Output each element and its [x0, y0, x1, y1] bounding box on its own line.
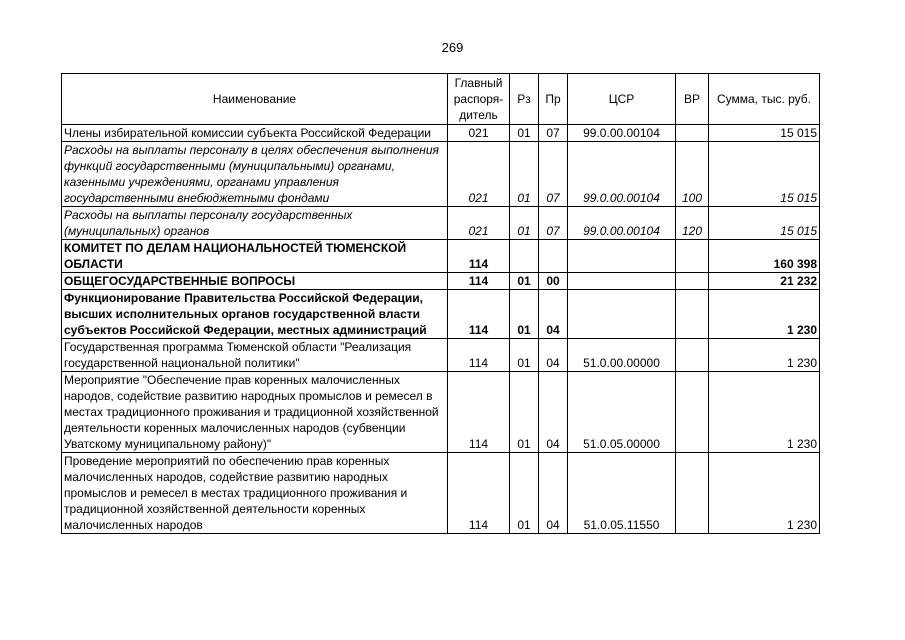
row-main-manager: 021 [448, 142, 510, 207]
row-main-manager: 021 [448, 125, 510, 142]
row-subsection: 07 [539, 207, 568, 240]
row-expense-type [676, 240, 709, 273]
header-subsection: Пр [539, 74, 568, 125]
row-expense-type [676, 453, 709, 534]
row-main-manager: 114 [448, 240, 510, 273]
row-subsection: 04 [539, 453, 568, 534]
row-amount: 15 015 [709, 125, 820, 142]
row-target-item [568, 273, 676, 290]
row-subsection: 04 [539, 339, 568, 372]
row-expense-type: 100 [676, 142, 709, 207]
page-number: 269 [441, 40, 464, 55]
table-row [62, 372, 820, 453]
row-section: 01 [510, 453, 539, 534]
table-row [62, 142, 820, 207]
row-main-manager: 114 [448, 453, 510, 534]
row-target-item: 51.0.00.00000 [568, 339, 676, 372]
header-name: Наименование [62, 74, 448, 125]
header-target-item: ЦСР [568, 74, 676, 125]
row-section: 01 [510, 273, 539, 290]
row-name: Проведение мероприятий по обеспечению прав коренных малочисленных народов, содействие развитию народных промыслов и ремесел в местах традиционного проживания и традиционной хозяйственной деятельности коренных малочисленных народов [62, 453, 448, 534]
row-amount: 1 230 [709, 290, 820, 339]
row-target-item [568, 290, 676, 339]
row-name: Государственная программа Тюменской области "Реализация государственной национальной политики" [62, 339, 448, 372]
row-section: 01 [510, 290, 539, 339]
row-expense-type: 120 [676, 207, 709, 240]
row-target-item: 99.0.00.00104 [568, 125, 676, 142]
row-amount: 1 230 [709, 453, 820, 534]
table-row [62, 273, 820, 290]
row-name: Функционирование Правительства Российской Федерации, высших исполнительных органов государственной власти субъектов Российской Федерации, местных администраций [62, 290, 448, 339]
header-amount: Сумма, тыс. руб. [709, 74, 820, 125]
row-subsection: 04 [539, 290, 568, 339]
row-amount: 1 230 [709, 339, 820, 372]
row-section: 01 [510, 372, 539, 453]
row-expense-type [676, 290, 709, 339]
row-section: 01 [510, 207, 539, 240]
table-row [62, 339, 820, 372]
row-expense-type [676, 273, 709, 290]
row-name: Члены избирательной комиссии субъекта Российской Федерации [62, 125, 448, 142]
row-main-manager: 114 [448, 372, 510, 453]
row-amount: 1 230 [709, 372, 820, 453]
header-main-manager: Главный распоря-дитель [448, 74, 510, 125]
row-amount: 15 015 [709, 142, 820, 207]
header-expense-type: ВР [676, 74, 709, 125]
row-target-item: 51.0.05.11550 [568, 453, 676, 534]
row-amount: 15 015 [709, 207, 820, 240]
row-target-item: 99.0.00.00104 [568, 142, 676, 207]
table-row [62, 240, 820, 273]
row-main-manager: 114 [448, 339, 510, 372]
row-subsection: 07 [539, 125, 568, 142]
row-section: 01 [510, 142, 539, 207]
row-expense-type [676, 125, 709, 142]
row-subsection: 04 [539, 372, 568, 453]
budget-table [61, 73, 820, 534]
table-row [62, 125, 820, 142]
row-subsection [539, 240, 568, 273]
row-amount: 160 398 [709, 240, 820, 273]
row-subsection: 07 [539, 142, 568, 207]
table-row [62, 453, 820, 534]
row-amount: 21 232 [709, 273, 820, 290]
row-name: Мероприятие "Обеспечение прав коренных малочисленных народов, содействие развитию народных промыслов и ремесел в местах традиционного проживания и традиционной хозяйственной деятельности коренных малочисленных народов (субвенции Уватскому муниципальному району)" [62, 372, 448, 453]
table-row [62, 207, 820, 240]
row-main-manager: 114 [448, 290, 510, 339]
row-expense-type [676, 372, 709, 453]
row-name: Расходы на выплаты персоналу в целях обеспечения выполнения функций государственными (муниципальными) органами, казенными учреждениями, органами управления государственными внебюджетными фондами [62, 142, 448, 207]
row-target-item: 99.0.00.00104 [568, 207, 676, 240]
row-subsection: 00 [539, 273, 568, 290]
row-name: Расходы на выплаты персоналу государственных (муниципальных) органов [62, 207, 448, 240]
row-main-manager: 021 [448, 207, 510, 240]
header-section: Рз [510, 74, 539, 125]
row-target-item: 51.0.05.00000 [568, 372, 676, 453]
row-name: КОМИТЕТ ПО ДЕЛАМ НАЦИОНАЛЬНОСТЕЙ ТЮМЕНСКОЙ ОБЛАСТИ [62, 240, 448, 273]
row-target-item [568, 240, 676, 273]
row-section: 01 [510, 339, 539, 372]
table-header-row [62, 74, 820, 125]
row-main-manager: 114 [448, 273, 510, 290]
row-name: ОБЩЕГОСУДАРСТВЕННЫЕ ВОПРОСЫ [62, 273, 448, 290]
table-row [62, 290, 820, 339]
row-section: 01 [510, 125, 539, 142]
row-expense-type [676, 339, 709, 372]
row-section [510, 240, 539, 273]
